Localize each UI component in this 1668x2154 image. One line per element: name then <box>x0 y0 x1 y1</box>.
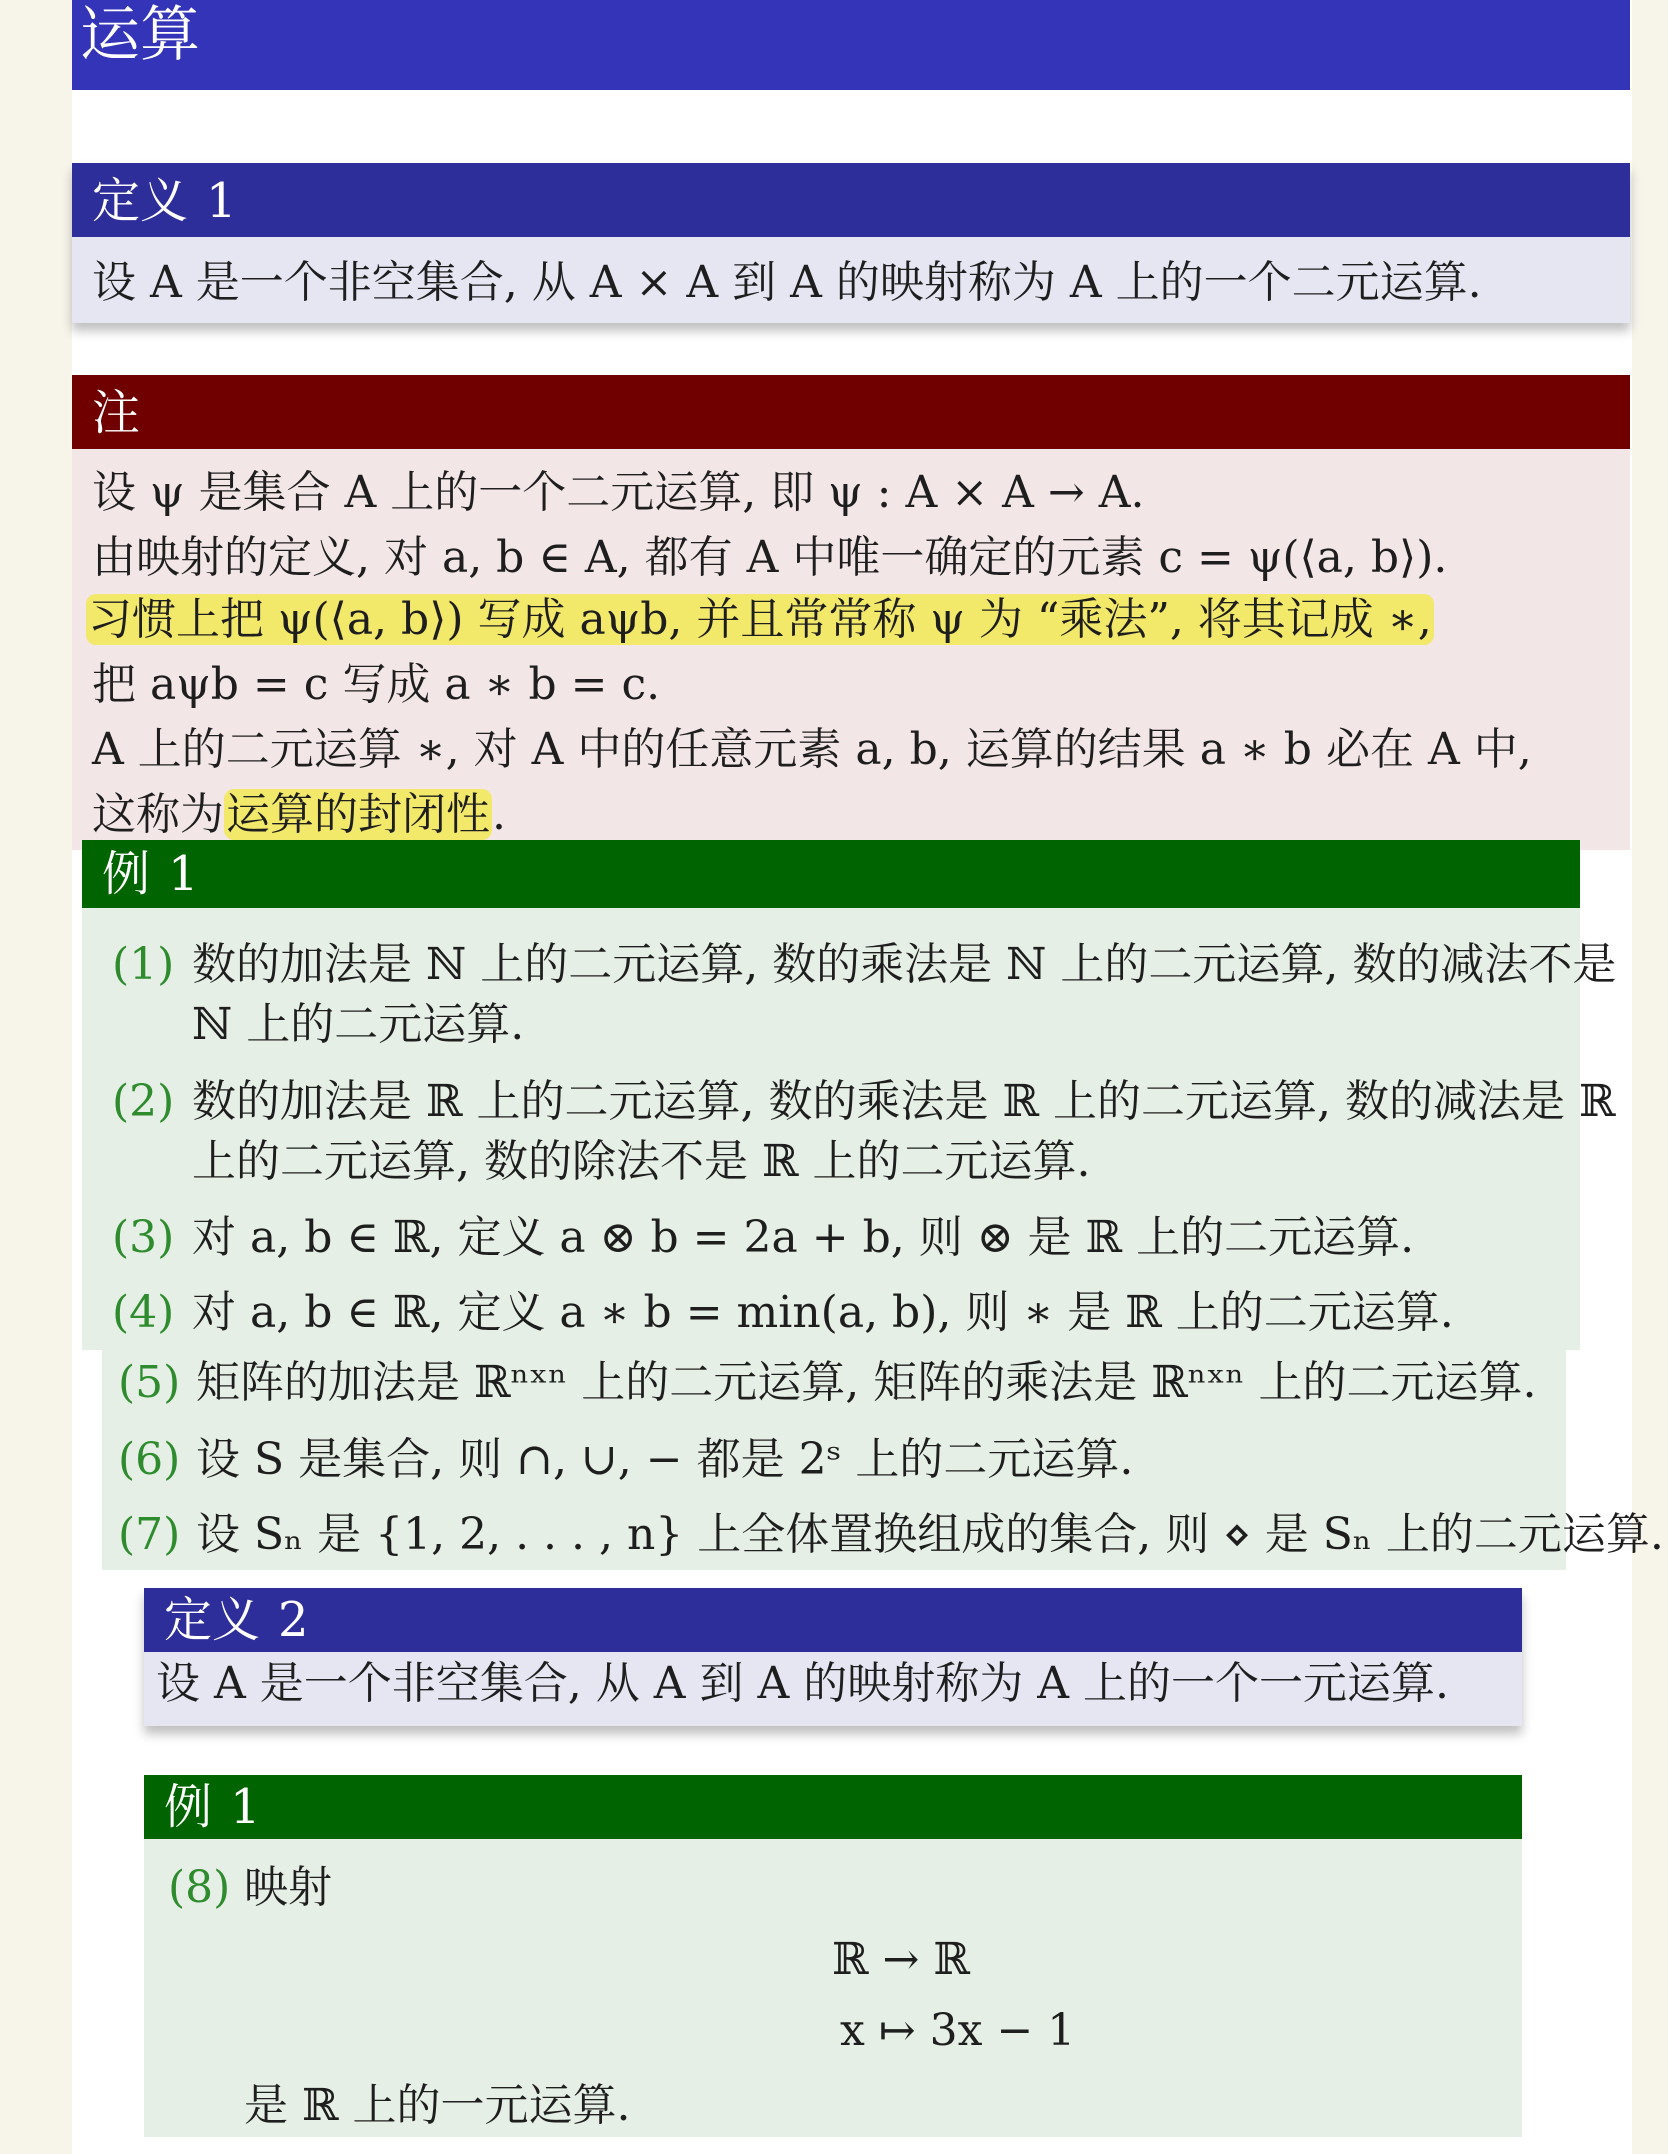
example-item-8-conclusion: 是 ℝ 上的一元运算. <box>244 2080 631 2131</box>
note-line-4: 把 aψb = c 写成 a ∗ b = c. <box>92 659 661 710</box>
example-item-8-text: 映射 <box>244 1862 332 1913</box>
example-item-1-line-1: 数的加法是 ℕ 上的二元运算, 数的乘法是 ℕ 上的二元运算, 数的减法不是 <box>192 939 1617 990</box>
closure-highlight: 运算的封闭性 <box>226 789 490 840</box>
definition-2-header <box>144 1588 1522 1652</box>
note-line-6 <box>92 785 506 845</box>
definition-2-number: 2 <box>278 1592 309 1648</box>
example-item-4-number: (4) <box>112 1287 175 1338</box>
note-block <box>72 375 1630 850</box>
example-item-6-number: (6) <box>118 1434 181 1485</box>
example-item-2-line-1: 数的加法是 ℝ 上的二元运算, 数的乘法是 ℝ 上的二元运算, 数的减法是 ℝ <box>192 1076 1616 1127</box>
definition-1-label: 定义 <box>92 173 189 229</box>
note-header <box>72 375 1630 449</box>
example-item-4-line-1: 对 a, b ∈ ℝ, 定义 a ∗ b = min(a, b), 则 ∗ 是 ℝ 上的二元运算. <box>192 1287 1454 1338</box>
note-label: 注 <box>92 385 141 441</box>
example-item-3-line-1: 对 a, b ∈ ℝ, 定义 a ⊗ b = 2a + b, 则 ⊗ 是 ℝ 上的二元运算. <box>192 1212 1415 1263</box>
mapping-rule: x ↦ 3x − 1 <box>840 2005 1076 2056</box>
definition-1-text: 设 A 是一个非空集合, 从 A × A 到 A 的映射称为 A 上的一个二元运算. <box>92 257 1482 308</box>
example-2-header <box>144 1775 1522 1839</box>
example-item-1-line-2: ℕ 上的二元运算. <box>192 999 525 1050</box>
note-line-1: 设 ψ 是集合 A 上的一个二元运算, 即 ψ : A × A → A. <box>92 467 1145 518</box>
example-2-label: 例 <box>164 1779 213 1835</box>
example-item-6-line-1: 设 S 是集合, 则 ∩, ∪, − 都是 2ˢ 上的二元运算. <box>196 1434 1134 1485</box>
example-item-2-line-2: 上的二元运算, 数的除法不是 ℝ 上的二元运算. <box>192 1136 1091 1187</box>
definition-2-label: 定义 <box>164 1592 261 1648</box>
note-line-5: A 上的二元运算 ∗, 对 A 中的任意元素 a, b, 运算的结果 a ∗ b 必在 A 中, <box>92 724 1532 775</box>
definition-1-header <box>72 163 1630 237</box>
example-1-label: 例 <box>102 846 151 902</box>
definition-1-block <box>72 163 1630 323</box>
note-line-2: 由映射的定义, 对 a, b ∈ A, 都有 A 中唯一确定的元素 c = ψ(⟨a, b⟩). <box>92 532 1448 583</box>
example-item-5-number: (5) <box>118 1357 181 1408</box>
example-item-7-number: (7) <box>118 1509 181 1560</box>
definition-2-block <box>144 1588 1522 1726</box>
definition-2-text: 设 A 是一个非空集合, 从 A 到 A 的映射称为 A 上的一个一元运算. <box>156 1658 1449 1709</box>
frame-title: 运算 <box>80 0 200 70</box>
example-item-5-line-1: 矩阵的加法是 ℝⁿˣⁿ 上的二元运算, 矩阵的乘法是 ℝⁿˣⁿ 上的二元运算. <box>196 1357 1537 1408</box>
example-item-2-number: (2) <box>112 1076 175 1127</box>
example-item-8-number: (8) <box>168 1862 231 1913</box>
example-item-3-number: (3) <box>112 1212 175 1263</box>
note-line-3-highlight: 习惯上把 ψ(⟨a, b⟩) 写成 aψb, 并且常常称 ψ 为 “乘法”, 将其记成 ∗, <box>88 594 1432 645</box>
note-line-6-prefix: 这称为 <box>92 789 224 840</box>
example-1-header <box>82 840 1580 908</box>
note-line-6-suffix: . <box>492 789 506 840</box>
frame-title-bar <box>72 0 1630 90</box>
example-2-number: 1 <box>230 1779 261 1835</box>
example-item-1-number: (1) <box>112 939 175 990</box>
example-item-7-line-1: 设 Sₙ 是 {1, 2, . . . , n} 上全体置换组成的集合, 则 ⋄ 是 Sₙ 上的二元运算. <box>196 1509 1664 1560</box>
definition-1-number: 1 <box>206 173 237 229</box>
note-line-3 <box>86 590 1434 650</box>
mapping-domain-codomain: ℝ → ℝ <box>832 1934 970 1985</box>
example-1-number: 1 <box>168 846 199 902</box>
